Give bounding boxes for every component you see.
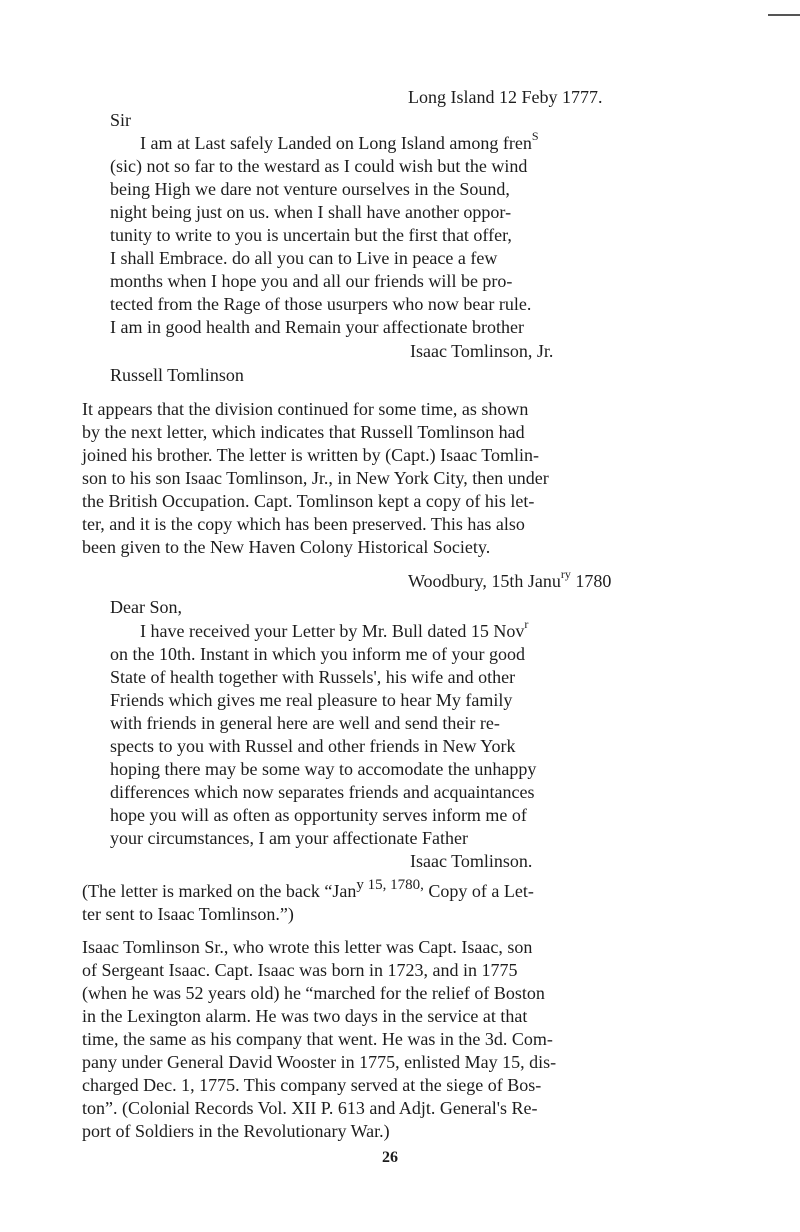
letter1-body-line: being High we dare not venture ourselves in the Sound, [110, 179, 510, 199]
letter2-body-line: hope you will as often as opportunity serves inform me of [110, 805, 527, 825]
letter1-dateline: Long Island 12 Feby 1777. [408, 87, 603, 107]
paragraph-line: joined his brother. The letter is written by (Capt.) Isaac Tomlin- [82, 445, 539, 465]
letter2-body-line: State of health together with Russels', his wife and other [110, 667, 516, 687]
back-note-line: (The letter is marked on the back “Jan$^{y 15, 1780,}$ Copy of a Let- [82, 877, 534, 901]
paragraph-line: pany under General David Wooster in 1775, enlisted May 15, dis- [82, 1052, 557, 1072]
paragraph-line: by the next letter, which indicates that Russell Tomlinson had [82, 422, 525, 442]
paragraph-line: It appears that the division continued for some time, as shown [82, 399, 529, 419]
letter1-addressee: Russell Tomlinson [110, 365, 244, 385]
letter1-body-line: night being just on us. when I shall have another oppor- [110, 202, 512, 222]
letter2-body-line: with friends in general here are well and send their re- [110, 713, 500, 733]
paragraph-line: Isaac Tomlinson Sr., who wrote this letter was Capt. Isaac, son [82, 937, 533, 957]
paragraph-line: of Sergeant Isaac. Capt. Isaac was born in 1723, and in 1775 [82, 960, 518, 980]
letter2-signature: Isaac Tomlinson. [410, 851, 533, 871]
paragraph-line: ton”. (Colonial Records Vol. XII P. 613 and Adjt. General's Re- [82, 1098, 538, 1118]
letter2-body-line: Friends which gives me real pleasure to hear My family [110, 690, 513, 710]
letter1-body-line: I am in good health and Remain your affectionate brother [110, 317, 525, 337]
paragraph-line: been given to the New Haven Colony Historical Society. [82, 537, 491, 557]
paragraph-line: port of Soldiers in the Revolutionary War.) [82, 1121, 390, 1141]
page-number: 26 [382, 1149, 398, 1166]
paragraph-line: time, the same as his company that went. He was in the 3d. Com- [82, 1029, 553, 1049]
paragraph-line: ter, and it is the copy which has been preserved. This has also [82, 514, 525, 534]
letter2-body-line: hoping there may be some way to accomodate the unhappy [110, 759, 537, 779]
letter1-body-line: tected from the Rage of those usurpers who now bear rule. [110, 294, 532, 314]
letter1-salutation: Sir [110, 110, 132, 130]
letter1-body-line: I shall Embrace. do all you can to Live in peace a few [110, 248, 498, 268]
letter1-signature: Isaac Tomlinson, Jr. [410, 341, 554, 361]
letter1-body-line: months when I hope you and all our friends will be pro- [110, 271, 513, 291]
paragraph-line: (when he was 52 years old) he “marched for the relief of Boston [82, 983, 545, 1003]
back-note-line: ter sent to Isaac Tomlinson.”) [82, 904, 294, 924]
letter2-body-line: I have received your Letter by Mr. Bull dated 15 Nov$^r$ [140, 617, 529, 641]
letter1-body-line: I am at Last safely Landed on Long Island among fren$^S$ [140, 129, 539, 153]
letter2-body-line: spects to you with Russel and other friends in New York [110, 736, 516, 756]
letter2-body-line: differences which now separates friends and acquaintances [110, 782, 535, 802]
letter2-body-line: on the 10th. Instant in which you inform me of your good [110, 644, 525, 664]
paragraph-line: charged Dec. 1, 1775. This company served at the siege of Bos- [82, 1075, 542, 1095]
paragraph-line: the British Occupation. Capt. Tomlinson kept a copy of his let- [82, 491, 535, 511]
letter1-body-line: tunity to write to you is uncertain but the first that offer, [110, 225, 512, 245]
letter1-body-line: (sic) not so far to the westard as I could wish but the wind [110, 156, 528, 176]
paragraph-line: in the Lexington alarm. He was two days in the service at that [82, 1006, 528, 1026]
letter2-dateline: Woodbury, 15th Janu$^{ry}$ 1780 [408, 567, 612, 591]
letter2-salutation: Dear Son, [110, 597, 182, 617]
letter2-body-line: your circumstances, I am your affectionate Father [110, 828, 469, 848]
paragraph-line: son to his son Isaac Tomlinson, Jr., in New York City, then under [82, 468, 549, 488]
